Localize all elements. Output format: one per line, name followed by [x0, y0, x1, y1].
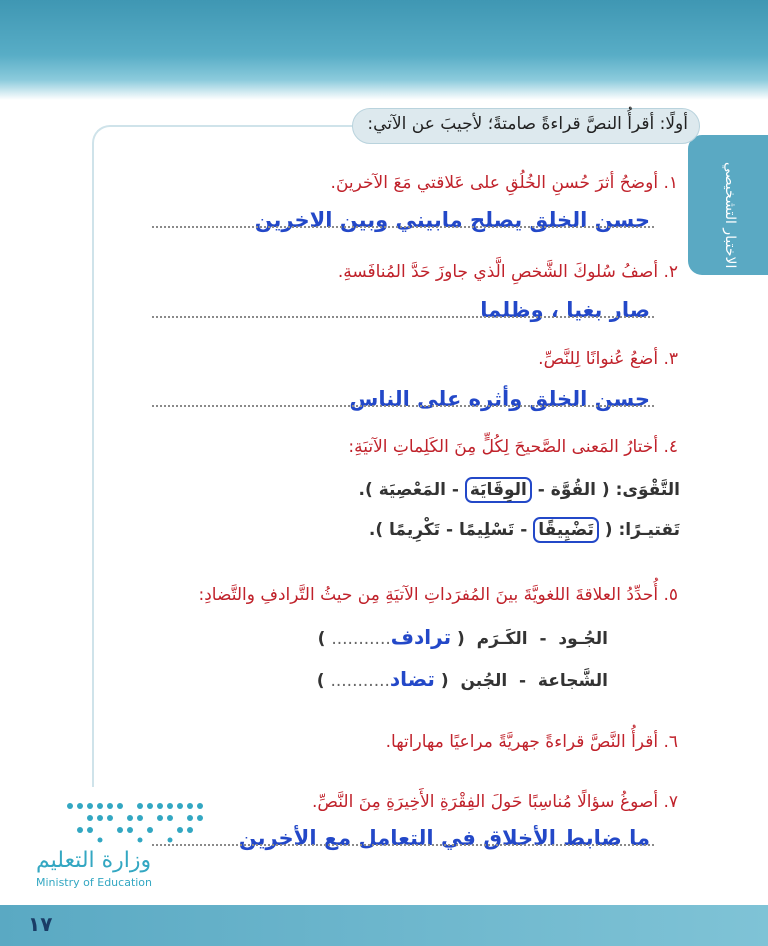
- ministry-logo-english: Ministry of Education: [36, 876, 153, 889]
- relation-word-1: الشَّجاعة: [537, 671, 608, 691]
- option[interactable]: المَعْصِيَة: [378, 480, 446, 500]
- question-7: ٧. أصوغُ سؤالًا مُناسِبًا حَولَ الفِقْرَةِ الأَخِيرَةِ مِنَ النَّصِّ.: [312, 792, 678, 812]
- bottom-decorative-band: [0, 905, 768, 946]
- answer-3[interactable]: حسن الخلق وأثره على الناس: [349, 387, 650, 411]
- relation-word-1: الجُـود: [558, 629, 608, 649]
- relation-word-2: الجُبن: [460, 671, 508, 691]
- answer-7[interactable]: ما ضابط الأخلاق في التعامل مع الأخرين: [238, 826, 650, 850]
- relation-row-2: الشَّجاعة - الجُبن ( تضاد........... ): [316, 667, 608, 691]
- answer-line-7: [152, 844, 654, 846]
- answer-2[interactable]: صار بغيا ، وظلما: [480, 298, 650, 322]
- option[interactable]: تَسْلِيمًا: [458, 520, 515, 540]
- option-selected[interactable]: تَضْيِيقًا: [533, 517, 599, 543]
- page-number: ١٧: [28, 912, 53, 936]
- vocab-word: التَّقْوَى:: [615, 480, 680, 500]
- ministry-logo-arabic: وزارة التعليم: [36, 848, 152, 873]
- question-4: ٤. أختارُ المَعنى الصَّحيحَ لِكُلٍّ مِنَ الكَلِماتِ الآتيَةِ:: [348, 437, 678, 457]
- answer-line-2: [152, 316, 654, 318]
- option[interactable]: القُوَّة: [550, 480, 596, 500]
- ministry-logo-dots-icon: [60, 796, 210, 846]
- vocab-row-1: التَّقْوَى: ( القُوَّة - الوِقَايَة - المَعْصِيَة ).: [220, 480, 680, 508]
- relation-answer[interactable]: تضاد: [389, 667, 435, 691]
- vocab-word: تَقتيـرًا:: [618, 520, 680, 540]
- answer-line-3: [152, 405, 654, 407]
- relation-answer[interactable]: ترادف: [390, 625, 452, 649]
- question-6: ٦. أقرأُ النَّصَّ قراءةً جهريَّةً مراعيًا مهاراتها.: [385, 732, 678, 752]
- vocab-row-2: تَقتيـرًا: ( تَضْيِيقًا - تَسْلِيمًا - تَكْرِيمًا ).: [220, 520, 680, 548]
- answer-1[interactable]: حسن الخلق يصلح مابيني وبين الاخرين: [254, 208, 650, 232]
- question-2: ٢. أصفُ سُلوكَ الشَّخصِ الَّذي جاوزَ حَدَّ المُنافَسةِ.: [337, 262, 678, 282]
- option-selected[interactable]: الوِقَايَة: [465, 477, 532, 503]
- question-3: ٣. أضعُ عُنوانًا لِلنَّصِّ.: [538, 349, 678, 369]
- top-decorative-band: [0, 0, 768, 100]
- answer-line-1: [152, 226, 654, 228]
- question-1: ١. أوضحُ أثرَ حُسنِ الخُلُقِ على عَلاقتي مَعَ الآخرينَ.: [330, 173, 678, 193]
- side-tab-label: الاختبار التشخيصي: [722, 161, 738, 268]
- header-title: أولًا: أقرأُ النصَّ قراءةً صامتةً؛ لأجيبَ عن الآتي:: [367, 114, 688, 134]
- relation-row-1: الجُـود - الكَـرَم ( ترادف........... ): [317, 625, 608, 649]
- relation-word-2: الكَـرَم: [476, 629, 528, 649]
- question-5: ٥. أُحدِّدُ العلاقةَ اللغويَّةَ بينَ المُفرَداتِ الآتيَةِ مِن حيثُ التَّرادفِ والتَّضادِ:: [198, 585, 678, 605]
- option[interactable]: تَكْرِيمًا: [389, 520, 441, 540]
